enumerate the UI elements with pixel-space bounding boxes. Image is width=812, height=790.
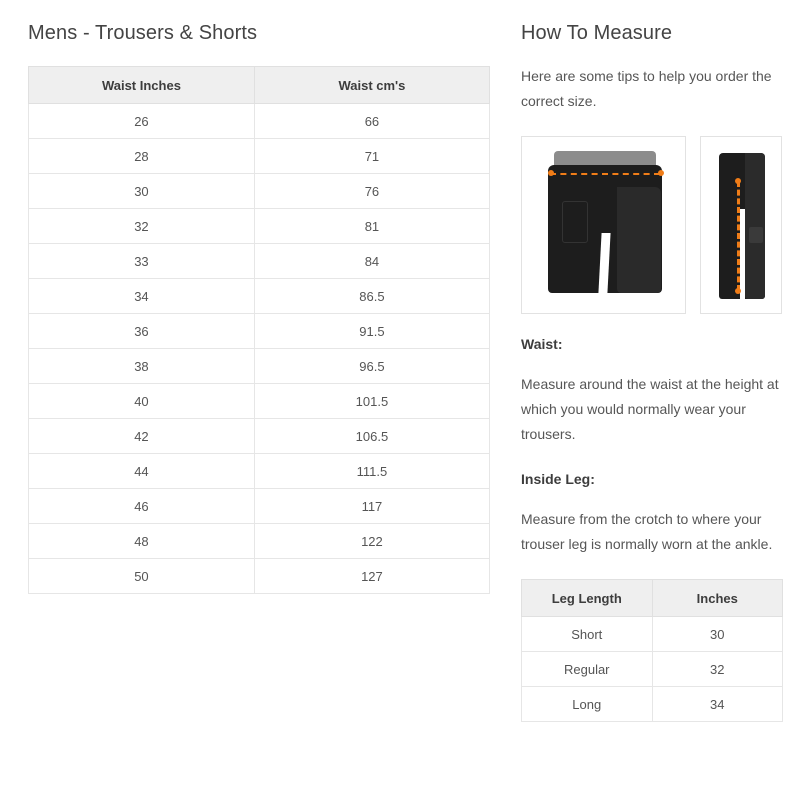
table-row bbox=[29, 384, 490, 419]
shorts-pocket bbox=[562, 201, 588, 243]
cell-waist-cm: 86.5 bbox=[254, 279, 489, 314]
cell-waist-inches: 28 bbox=[29, 139, 255, 174]
table-row bbox=[29, 314, 490, 349]
cell-waist-cm: 71 bbox=[254, 139, 489, 174]
inside-leg-description: Measure from the crotch to where your trouser leg is normally worn at the ankle. bbox=[521, 511, 773, 552]
cell-waist-inches: 40 bbox=[29, 384, 255, 419]
inside-leg-measure-point-bottom-icon bbox=[735, 288, 741, 294]
how-to-measure-title: How To Measure bbox=[521, 22, 673, 44]
cell-waist-cm: 106.5 bbox=[254, 419, 489, 454]
cell-waist-inches: 33 bbox=[29, 244, 255, 279]
cell-inches: 30 bbox=[652, 617, 783, 652]
table-row bbox=[29, 559, 490, 594]
cell-leg-length: Short bbox=[522, 617, 653, 652]
how-to-measure-intro: Here are some tips to help you order the correct size. bbox=[521, 68, 772, 109]
cell-waist-cm: 84 bbox=[254, 244, 489, 279]
shorts-illustration bbox=[521, 136, 686, 314]
cell-leg-length: Long bbox=[522, 687, 653, 722]
cell-waist-cm: 81 bbox=[254, 209, 489, 244]
waist-heading: Waist: bbox=[521, 336, 563, 352]
cell-waist-inches: 38 bbox=[29, 349, 255, 384]
table-row bbox=[522, 652, 783, 687]
cell-waist-cm: 101.5 bbox=[254, 384, 489, 419]
cell-waist-inches: 48 bbox=[29, 524, 255, 559]
cell-waist-cm: 122 bbox=[254, 524, 489, 559]
table-row bbox=[29, 104, 490, 139]
cell-waist-cm: 127 bbox=[254, 559, 489, 594]
table-row bbox=[522, 617, 783, 652]
table-row bbox=[29, 174, 490, 209]
inside-leg-measure-point-top-icon bbox=[735, 178, 741, 184]
leg-length-table-wrapper bbox=[521, 579, 783, 722]
shorts-graphic bbox=[522, 137, 685, 313]
cell-waist-inches: 42 bbox=[29, 419, 255, 454]
inside-leg-measure-line-icon bbox=[737, 181, 740, 291]
waist-description: Measure around the waist at the height at which you would normally wear your trousers. bbox=[521, 376, 779, 442]
cell-waist-cm: 117 bbox=[254, 489, 489, 524]
page-title: Mens - Trousers & Shorts bbox=[28, 22, 258, 44]
mens-trousers-shorts-section bbox=[28, 20, 490, 594]
leg-length-table-body bbox=[522, 617, 783, 722]
waist-measure-point-right-icon bbox=[658, 170, 664, 176]
cell-waist-inches: 30 bbox=[29, 174, 255, 209]
cell-inches: 32 bbox=[652, 652, 783, 687]
table-row bbox=[29, 139, 490, 174]
cell-inches: 34 bbox=[652, 687, 783, 722]
column-header-waist-cm: Waist cm's bbox=[254, 67, 489, 104]
cell-waist-cm: 76 bbox=[254, 174, 489, 209]
table-row bbox=[29, 454, 490, 489]
table-row bbox=[29, 349, 490, 384]
table-row bbox=[29, 209, 490, 244]
table-row bbox=[29, 489, 490, 524]
trousers-leg-split bbox=[740, 209, 745, 299]
cell-waist-cm: 91.5 bbox=[254, 314, 489, 349]
waist-size-table-body bbox=[29, 104, 490, 594]
cell-waist-inches: 34 bbox=[29, 279, 255, 314]
trousers-shading bbox=[745, 153, 765, 299]
table-row bbox=[522, 687, 783, 722]
cell-leg-length: Regular bbox=[522, 652, 653, 687]
table-header-row bbox=[522, 580, 783, 617]
cell-waist-inches: 50 bbox=[29, 559, 255, 594]
cell-waist-cm: 66 bbox=[254, 104, 489, 139]
cell-waist-cm: 96.5 bbox=[254, 349, 489, 384]
column-header-leg-length: Leg Length bbox=[522, 580, 653, 617]
trousers-pocket bbox=[749, 227, 763, 243]
waist-measure-line-icon bbox=[550, 173, 660, 175]
cell-waist-inches: 36 bbox=[29, 314, 255, 349]
waist-size-table bbox=[28, 66, 490, 594]
cell-waist-inches: 26 bbox=[29, 104, 255, 139]
trousers-illustration bbox=[700, 136, 782, 314]
waist-measure-point-left-icon bbox=[548, 170, 554, 176]
measurement-images bbox=[521, 136, 783, 314]
shorts-shading bbox=[617, 187, 661, 293]
column-header-waist-inches: Waist Inches bbox=[29, 67, 255, 104]
cell-waist-cm: 111.5 bbox=[254, 454, 489, 489]
table-header-row bbox=[29, 67, 490, 104]
table-row bbox=[29, 279, 490, 314]
inside-leg-heading: Inside Leg: bbox=[521, 471, 595, 487]
leg-length-table bbox=[521, 579, 783, 722]
trousers-graphic bbox=[701, 137, 781, 313]
cell-waist-inches: 46 bbox=[29, 489, 255, 524]
cell-waist-inches: 44 bbox=[29, 454, 255, 489]
how-to-measure-section bbox=[521, 20, 783, 722]
table-row bbox=[29, 524, 490, 559]
table-row bbox=[29, 419, 490, 454]
cell-waist-inches: 32 bbox=[29, 209, 255, 244]
column-header-inches: Inches bbox=[652, 580, 783, 617]
table-row bbox=[29, 244, 490, 279]
